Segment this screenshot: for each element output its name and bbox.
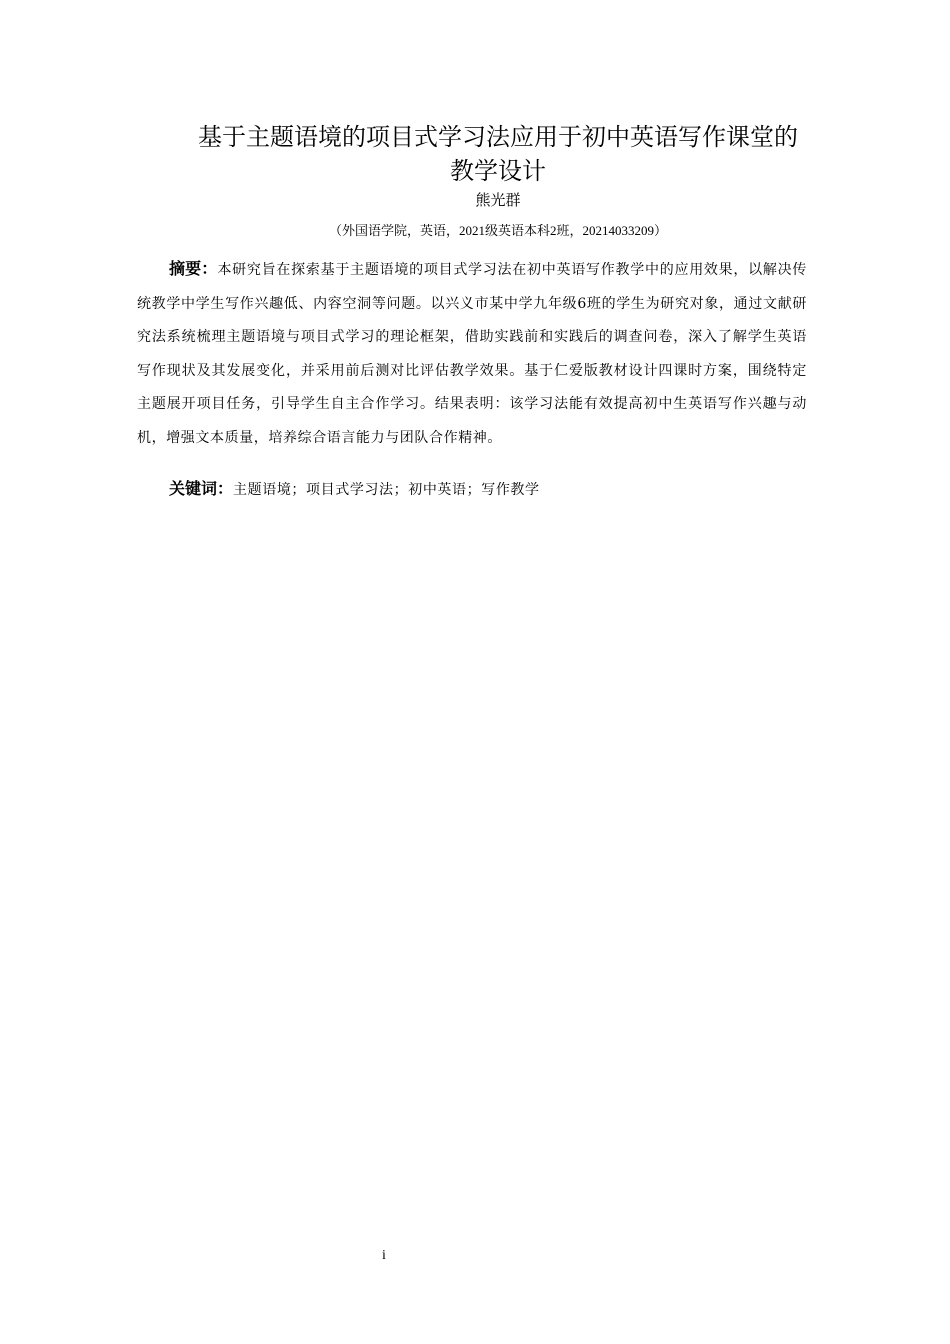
paper-title-line-1: 基于主题语境的项目式学习法应用于初中英语写作课堂的 <box>198 123 798 151</box>
page-number: i <box>382 1248 386 1263</box>
author-name: 熊光群 <box>475 191 521 209</box>
keywords-text: 主题语境；项目式学习法；初中英语；写作教学 <box>233 482 540 498</box>
paper-title-line-2: 教学设计 <box>450 157 546 185</box>
keywords-label: 关键词： <box>169 479 234 498</box>
abstract <box>137 252 807 455</box>
abstract-text: 本研究旨在探索基于主题语境的项目式学习法在初中英语写作教学中的应用效果，以解决传统教学中学生写作兴趣低、内容空洞等问题。以兴义市某中学九年级6班的学生为研究对象，通过文献研究法系统梳理主题语境与项目式学习的理论框架，借助实践前和实践后的调查问卷，深入了解学生英语写作现状及其发展变化，并采用前后测对比评估教学效果。基于仁爱版教材设计四课时方案，围绕特定主题展开项目任务，引导学生自主合作学习。结果表明：该学习法能有效提高初中生英语写作兴趣与动机，增强文本质量，培养综合语言能力与团队合作精神。 <box>137 262 807 446</box>
keywords <box>169 474 540 505</box>
author-affiliation: （外国语学院，英语，2021级英语本科2班，20214033209） <box>328 223 667 238</box>
abstract-label: 摘要： <box>169 259 218 278</box>
